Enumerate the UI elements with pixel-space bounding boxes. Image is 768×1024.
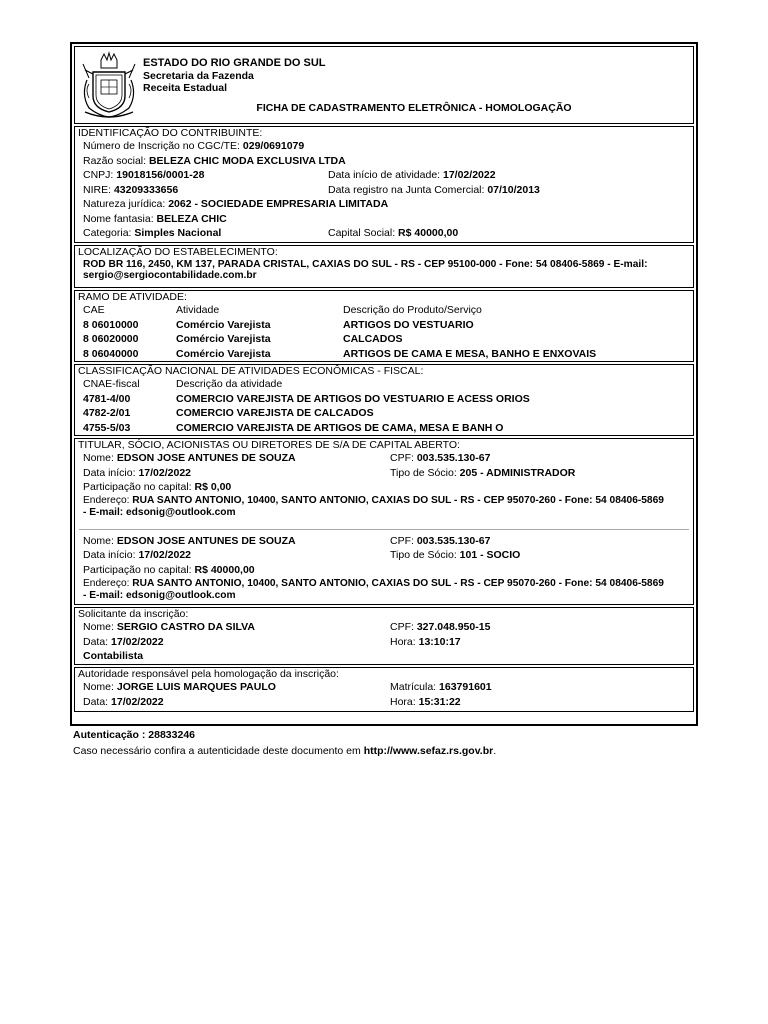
authentication-footer: Autenticação : 28833246 Caso necessário confira a autenticidade deste documento em http://www.sefaz.rs.gov.br. [73, 729, 497, 757]
inscricao-value: 029/0691079 [242, 140, 305, 153]
identification-section [74, 126, 694, 243]
table-row: 4782-2/01 COMERCIO VAREJISTA DE CALCADOS [83, 407, 374, 420]
partner-cpf: 003.535.130-67 [416, 534, 491, 547]
table-row: 8 06040000 Comércio Varejista ARTIGOS DE CAMA E MESA, BANHO E ENXOVAIS [83, 347, 597, 360]
cnpj-row: CNPJ: 19018156/0001-28 Data início de atividade: 17/02/2022 [83, 169, 496, 182]
requester-cpf: 327.048.950-15 [416, 621, 491, 634]
authority-name: JORGE LUIS MARQUES PAULO [116, 681, 276, 694]
table-header: CAE Atividade Descrição do Produto/Serviço [83, 304, 482, 317]
registro-value: 07/10/2013 [487, 183, 540, 196]
section-title: Autoridade responsável pela homologação da inscrição: [78, 668, 339, 680]
requester-role: Contabilista [83, 650, 144, 663]
section-title: IDENTIFICAÇÃO DO CONTRIBUINTE: [78, 127, 263, 139]
header-box [74, 46, 694, 124]
activity-branch-section [74, 290, 694, 362]
categoria-row: Categoria: Simples Nacional Capital Social: R$ 40000,00 [83, 227, 459, 240]
razao-row: Razão social: BELEZA CHIC MODA EXCLUSIVA LTDA [83, 154, 346, 167]
razao-value: BELEZA CHIC MODA EXCLUSIVA LTDA [148, 154, 346, 167]
table-row: 8 06020000 Comércio Varejista CALCADOS [83, 333, 403, 346]
receita-name: Receita Estadual [143, 81, 228, 94]
partner-address: Endereço: RUA SANTO ANTONIO, 10400, SANTO ANTONIO, CAXIAS DO SUL - RS - CEP 95070-260 - Fone: 54 08406-5869 - E-mail: edsonig@outlook.com [83, 578, 664, 601]
table-row: 8 06010000 Comércio Varejista ARTIGOS DO VESTUARIO [83, 318, 474, 331]
partners-section [74, 438, 694, 605]
partner-cpf: 003.535.130-67 [416, 452, 491, 465]
cnpj-value: 19018156/0001-28 [116, 169, 205, 182]
document-frame [70, 42, 698, 726]
authority-section: Autoridade responsável pela homologação da inscrição: Nome: JORGE LUIS MARQUES PAULO Matrícula: 163791601 Data: 17/02/2022 Hora: 15:31:22 [74, 667, 694, 712]
partner-name: EDSON JOSE ANTUNES DE SOUZA [116, 452, 296, 465]
cnae-section [74, 364, 694, 436]
partner-address: Endereço: RUA SANTO ANTONIO, 10400, SANTO ANTONIO, CAXIAS DO SUL - RS - CEP 95070-260 - Fone: 54 08406-5869 - E-mail: edsonig@outlook.com [83, 495, 664, 518]
location-address: ROD BR 116, 2450, KM 137, PARADA CRISTAL, CAXIAS DO SUL - RS - CEP 95100-000 - Fone: 54 08406-5869 - E-mail: sergio@sergiocontabilidade.com.br [83, 258, 648, 282]
section-title: LOCALIZAÇÃO DO ESTABELECIMENTO: [78, 246, 278, 258]
section-title: TITULAR, SÓCIO, ACIONISTAS OU DIRETORES DE S/A DE CAPITAL ABERTO: [78, 439, 460, 451]
divider [79, 529, 689, 530]
fantasia-value: BELEZA CHIC [156, 212, 227, 225]
section-title: RAMO DE ATIVIDADE: [78, 291, 187, 303]
authentication-code: 28833246 [148, 729, 195, 741]
secretaria-name: Secretaria da Fazenda [143, 69, 254, 82]
section-title: Solicitante da inscrição: [78, 608, 189, 620]
requester-section: Solicitante da inscrição: Nome: SERGIO CASTRO DA SILVA CPF: 327.048.950-15 Data: 17/02/2022 Hora: 13:10:17 Contabilista [74, 607, 694, 665]
partner-name: EDSON JOSE ANTUNES DE SOUZA [116, 534, 296, 547]
natureza-row: Natureza jurídica: 2062 - SOCIEDADE EMPRESARIA LIMITADA [83, 198, 389, 211]
state-name: ESTADO DO RIO GRANDE DO SUL [143, 57, 326, 69]
partner-entry: Nome: EDSON JOSE ANTUNES DE SOUZA CPF: 003.535.130-67 Data início: 17/02/2022 Tipo de Sócio: 205 - ADMINISTRADOR Participação no capital: R$ 0,00 Endereço: RUA SANTO ANTONIO, 10400, SANTO ANTONIO, CAXIAS DO SUL - RS - CEP 95070-260 - Fone: 54 08406-5869 - E-mail: edsonig@outlook.com [75, 452, 693, 519]
authority-registration: 163791601 [439, 681, 492, 694]
nire-row: NIRE: 43209333656 Data registro na Junta Comercial: 07/10/2013 [83, 183, 540, 196]
table-row: 4755-5/03 COMERCIO VAREJISTA DE ARTIGOS DE CAMA, MESA E BANH O [83, 421, 504, 434]
fantasia-row: Nome fantasia: BELEZA CHIC [83, 212, 227, 225]
nire-value: 43209333656 [113, 183, 179, 196]
location-section [74, 245, 694, 288]
document-title: FICHA DE CADASTRAMENTO ELETRÔNICA - HOMOLOGAÇÃO [256, 102, 572, 114]
inscricao-row: Número de Inscrição no CGC/TE: 029/0691079 [83, 140, 305, 153]
categoria-value: Simples Nacional [134, 227, 222, 240]
capital-value: R$ 40000,00 [398, 227, 459, 240]
inicio-value: 17/02/2022 [443, 169, 496, 182]
section-title: CLASSIFICAÇÃO NACIONAL DE ATIVIDADES ECONÔMICAS - FISCAL: [78, 365, 424, 377]
table-header: CNAE-fiscal Descrição da atividade [83, 378, 283, 391]
table-row: 4781-4/00 COMERCIO VAREJISTA DE ARTIGOS DO VESTUARIO E ACESS ORIOS [83, 392, 530, 405]
verification-link[interactable]: http://www.sefaz.rs.gov.br [363, 744, 494, 757]
natureza-value: 2062 - SOCIEDADE EMPRESARIA LIMITADA [168, 198, 389, 211]
partner-entry: Nome: EDSON JOSE ANTUNES DE SOUZA CPF: 003.535.130-67 Data início: 17/02/2022 Tipo de Sócio: 101 - SOCIO Participação no capital: R$ 40000,00 Endereço: RUA SANTO ANTONIO, 10400, SANTO ANTONIO, CAXIAS DO SUL - RS - CEP 95070-260 - Fone: 54 08406-5869 - E-mail: edsonig@outlook.com [75, 535, 693, 602]
requester-name: SERGIO CASTRO DA SILVA [116, 621, 255, 634]
